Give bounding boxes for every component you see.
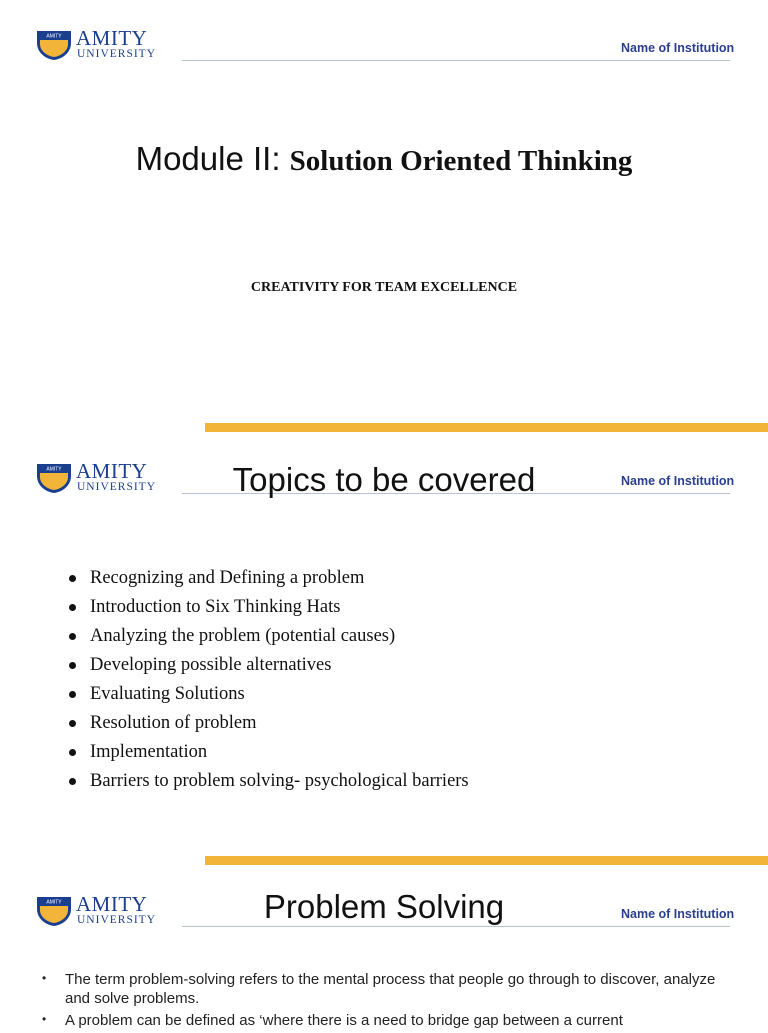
list-item-text: Recognizing and Defining a problem: [90, 568, 365, 588]
bullet-icon: •: [42, 971, 47, 985]
logo-wordmark: AMITY: [76, 26, 148, 50]
institution-name: Name of Institution: [621, 474, 735, 488]
bullet-icon: [69, 749, 76, 756]
list-item: [66, 711, 469, 740]
header-divider: [182, 926, 730, 927]
logo-subtext: UNIVERSITY: [77, 914, 156, 926]
slide-title: Problem Solving: [263, 888, 505, 925]
list-item: [66, 566, 469, 595]
module-subtitle: CREATIVITY FOR TEAM EXCELLENCE: [250, 280, 518, 295]
list-item-text: A problem can be defined as ‘where there is a need to bridge gap between a current: [65, 1012, 623, 1029]
module-title-main: Solution Oriented Thinking: [289, 145, 633, 177]
slide-1: [0, 0, 768, 433]
list-item: [66, 769, 469, 798]
list-item: [66, 682, 469, 711]
gold-footer-bar: [205, 423, 768, 432]
list-item-text: Developing possible alternatives: [90, 655, 332, 675]
amity-logo: [36, 26, 168, 63]
list-item: [66, 740, 469, 769]
list-item-text: Resolution of problem: [90, 713, 257, 733]
bullet-icon: [69, 691, 76, 698]
logo-subtext: UNIVERSITY: [77, 48, 156, 60]
bullet-icon: [69, 604, 76, 611]
list-item-text: Evaluating Solutions: [90, 684, 245, 704]
list-item: [66, 595, 469, 624]
header-divider: [182, 60, 730, 61]
list-item-text: The term problem-solving refers to the mental process that people go through to discover, analyze and solve problems.: [65, 971, 716, 1007]
slide-title: Topics to be covered: [232, 461, 536, 498]
bullet-icon: [69, 662, 76, 669]
list-item: [66, 624, 469, 653]
logo-wordmark: AMITY: [76, 459, 148, 483]
list-item: [42, 970, 722, 1008]
topics-list: [66, 566, 469, 798]
list-item-text: Analyzing the problem (potential causes): [90, 626, 396, 646]
bullet-icon: [69, 633, 76, 640]
institution-name: Name of Institution: [621, 41, 735, 55]
amity-shield-icon: [36, 29, 72, 61]
shield-text: AMITY: [46, 899, 62, 906]
logo-wordmark: AMITY: [76, 892, 148, 916]
module-title: [0, 140, 768, 178]
shield-text: AMITY: [46, 33, 62, 40]
shield-text: AMITY: [46, 466, 62, 473]
module-title-prefix: Module II:: [135, 140, 290, 177]
gold-footer-bar: [205, 856, 768, 865]
list-item-text: Introduction to Six Thinking Hats: [90, 597, 341, 617]
bullet-icon: [69, 575, 76, 582]
logo-subtext: UNIVERSITY: [77, 481, 156, 493]
list-item-text: Implementation: [90, 742, 208, 762]
list-item-text: Barriers to problem solving- psychological barriers: [90, 771, 469, 791]
list-item: [66, 653, 469, 682]
bullet-icon: [69, 778, 76, 785]
list-item: [42, 1011, 722, 1030]
bullet-icon: •: [42, 1012, 47, 1026]
institution-name: Name of Institution: [621, 907, 735, 921]
bullet-icon: [69, 720, 76, 727]
